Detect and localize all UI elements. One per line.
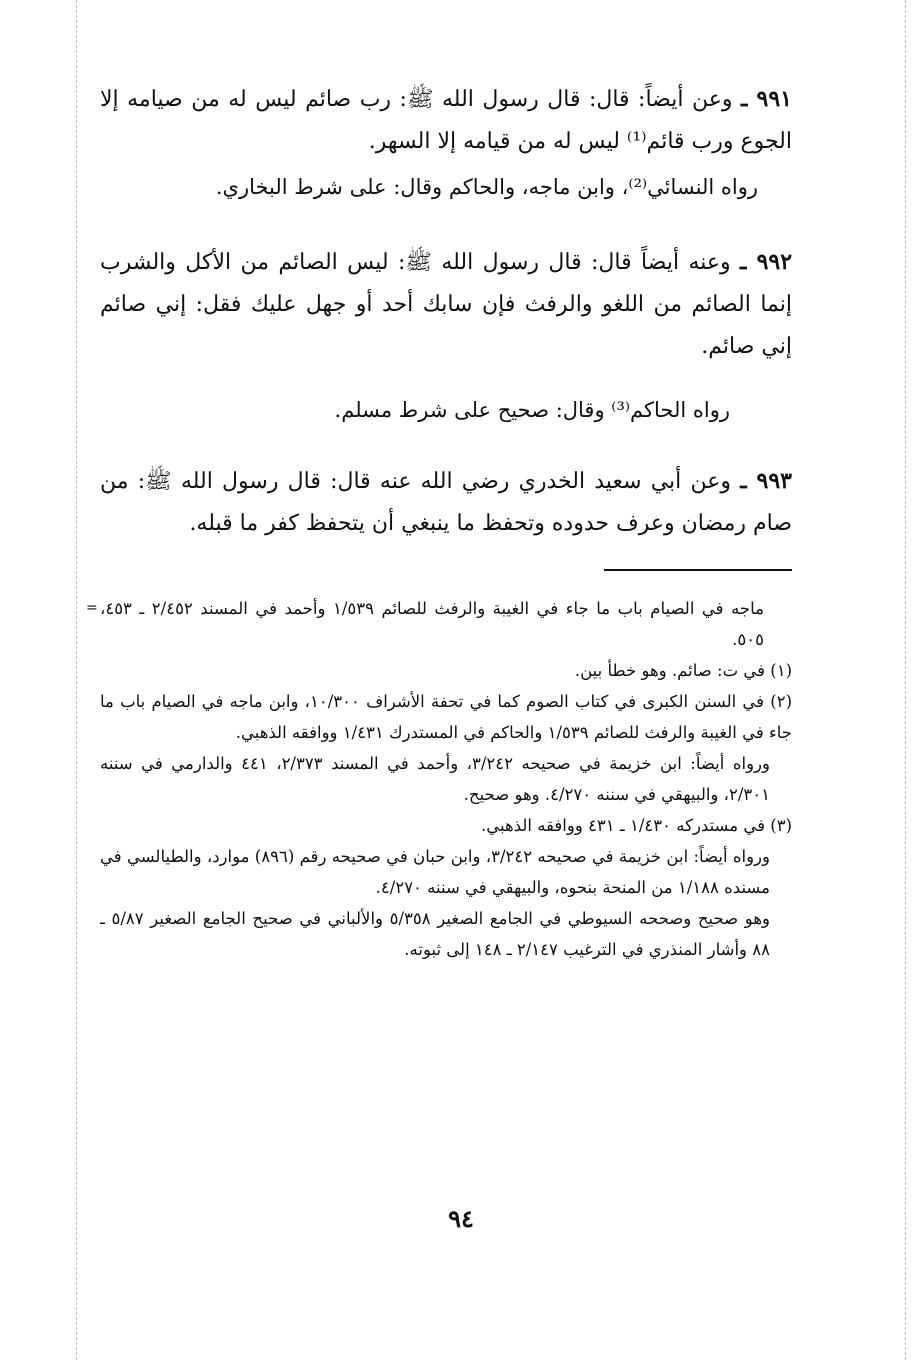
margin-guide-right [905,0,906,1360]
footnote-divider [604,569,792,571]
footnote-3-final: وهو صحيح وصححه السيوطي في الجامع الصغير ٥/٣٥٨ والألباني في صحيح الجامع الصغير ٥/٨٧ ـ ٨٨ وأشار المنذري في الترغيب ٢/١٤٧ ـ ١٤٨ إلى ثبوته. [100,909,770,959]
hadith-992 [100,241,792,368]
footnote-2: (٢) في السنن الكبرى في كتاب الصوم كما في تحفة الأشراف ١٠/٣٠٠، وابن ماجه في الصيام باب ما جاء في الغيبة والرفث للصائم ١/٥٣٩ والحاكم في المستدرك ١/٤٣١ ووافقه الذهبي. [100,692,792,742]
hadith-number: ٩٩٣ ـ [740,468,792,494]
footnote-carryover [86,593,792,655]
hadith-991 [100,78,792,163]
hadith-text: وعنه أيضاً قال: قال رسول الله ﷺ: ليس الصائم من الأكل والشرب إنما الصائم من اللغو والرفث فإن سابك أحد أو جهل عليك فقل: إني صائم إني صائم. [100,250,792,359]
margin-guide-left [76,0,77,1360]
page-body [86,78,793,965]
carryover-marker: = [86,600,98,616]
page-number: ٩٤ [448,1204,474,1233]
hadith-source: رواه النسائي⁽²⁾، وابن ماجه، والحاكم وقال: على شرط البخاري. [215,175,758,199]
hadith-source: رواه الحاكم⁽³⁾ وقال: صحيح على شرط مسلم. [334,398,730,422]
footnote-3-more: ورواه أيضاً: ابن خزيمة في صحيحه ٣/٢٤٢، وابن حبان في صحيحه رقم (٨٩٦) موارد، والطيالسي في مسنده ١/١٨٨ من المنحة بنحوه، والبيهقي في سننه ٤/٢٧٠. [100,847,770,897]
hadith-number: ٩٩٢ ـ [740,249,793,275]
footnote-2-more: ورواه أيضاً: ابن خزيمة في صحيحه ٣/٢٤٢، وأحمد في المسند ٢/٣٧٣، ٤٤١ والدارمي في سننه ٢/٣٠١، والبيهقي في سننه ٤/٢٧٠. وهو صحيح. [100,754,770,804]
hadith-text: وعن أيضاً: قال: قال رسول الله ﷺ: رب صائم ليس له من صيامه إلا الجوع ورب قائم⁽¹⁾ ليس له من قيامه إلا السهر. [100,87,792,154]
hadith-text: وعن أبي سعيد الخدري رضي الله عنه قال: قال رسول الله ﷺ: من صام رمضان وعرف حدوده وتحفظ ما ينبغي أن يتحفظ كفر ما قبله. [100,469,792,536]
hadith-993 [100,460,792,545]
hadith-number: ٩٩١ ـ [740,86,792,112]
footnote-carryover-text: ماجه في الصيام باب ما جاء في الغيبة والرفث للصائم ١/٥٣٩ وأحمد في المسند ٢/٤٥٢ ـ ٤٥٣، ٥٠٥. [100,599,764,649]
footnote-1: (١) في ت: صائم. وهو خطأ بين. [574,661,792,680]
footnote-3: (٣) في مستدركه ١/٤٣٠ ـ ٤٣١ ووافقه الذهبي. [481,816,792,835]
footnotes [86,593,792,965]
